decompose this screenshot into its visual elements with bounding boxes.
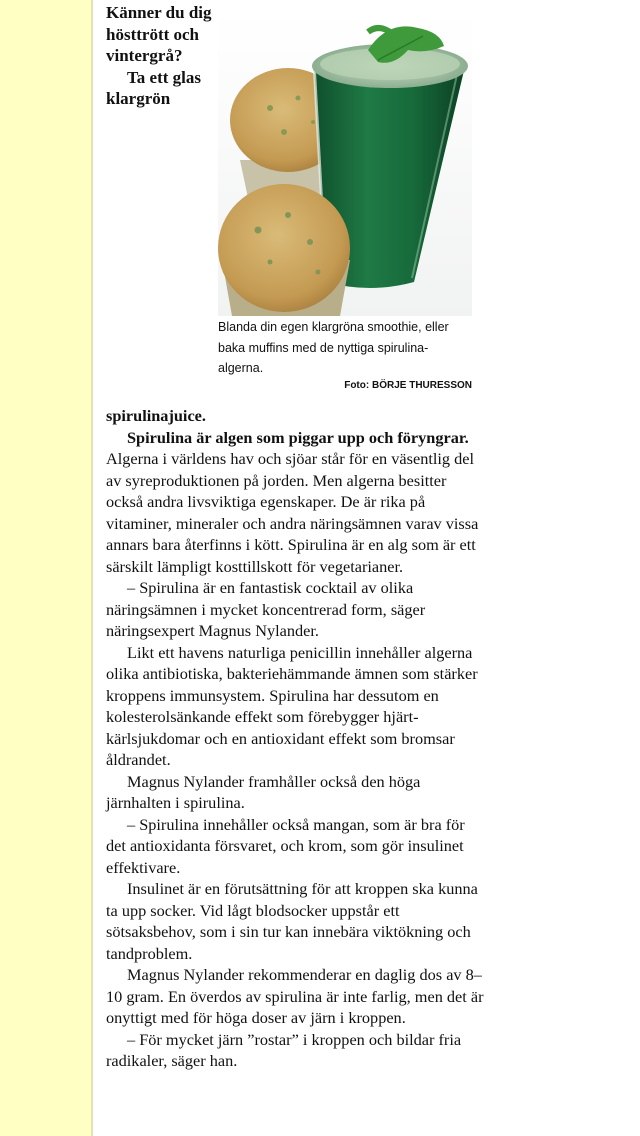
paragraph: Likt ett havens naturliga penicillin innehåller algerna olika antibiotiska, bakteriehämmande ämnen som stärker kroppens immunsystem. Spirulina har dessutom en kolesterolsänkande effekt som förebygger hjärt-kärlsjukdomar och en antioxidant effekt som bromsar åldrandet.: [106, 642, 478, 769]
paragraph: – För mycket järn ”rostar” i kroppen och bildar fria radikaler, säger han.: [106, 1029, 462, 1070]
subheading: Spirulina är algen som piggar upp och föryngrar.: [127, 427, 469, 447]
paragraph: – Spirulina är en fantastisk cocktail av olika näringsämnen i mycket koncentrerad form, säger näringsexpert Magnus Nylander.: [106, 578, 426, 640]
photo-credit: Foto: BÖRJE THURESSON: [344, 380, 472, 391]
paragraph: Magnus Nylander rekommenderar en daglig dos av 8–10 gram. En överdos av spirulina är inte farlig, men det är onyttigt med för höga doser av järn i kroppen.: [106, 965, 484, 1027]
article-body: [106, 405, 486, 1072]
smoothie-photo: [218, 10, 472, 316]
intro-lead: [106, 2, 216, 110]
smoothie-muffin-illustration: [218, 10, 472, 316]
intro-lead-start: Ta ett glas klargrön: [106, 67, 201, 108]
page-margin-strip: [0, 0, 93, 1136]
paragraph: – Spirulina innehåller också mangan, som är bra för det antioxidanta försvaret, och krom, som gör insulinet effektivare.: [106, 814, 465, 877]
front-muffin: [218, 184, 350, 316]
paragraph: Insulinet är en förutsättning för att kroppen ska kunna ta upp socker. Vid lågt blodsocker uppstår ett sötsaksbehov, som i sin tur kan innebära viktökning och tandproblem.: [106, 879, 478, 963]
photo-caption: Blanda din egen klargröna smoothie, eller baka muffins med de nyttiga spirulina-algerna.: [218, 320, 449, 375]
paragraph: Magnus Nylander framhåller också den höga järnhalten i spirulina.: [106, 771, 421, 812]
lead-end: spirulinajuice.: [106, 406, 206, 425]
paragraph: Algerna i världens hav och sjöar står för en väsentlig del av syreproduktionen på jorden. Men algerna besitter också andra livsviktiga egenskaper. De är rika på vitaminer, mineraler och andra näringsämnen varav vissa annars bara återfinns i kött. Spirulina är en alg som är ett särskilt lämpligt kosttillskott för vegetarianer.: [106, 449, 479, 576]
intro-question: Känner du dig hösttrött och vintergrå?: [106, 3, 212, 65]
